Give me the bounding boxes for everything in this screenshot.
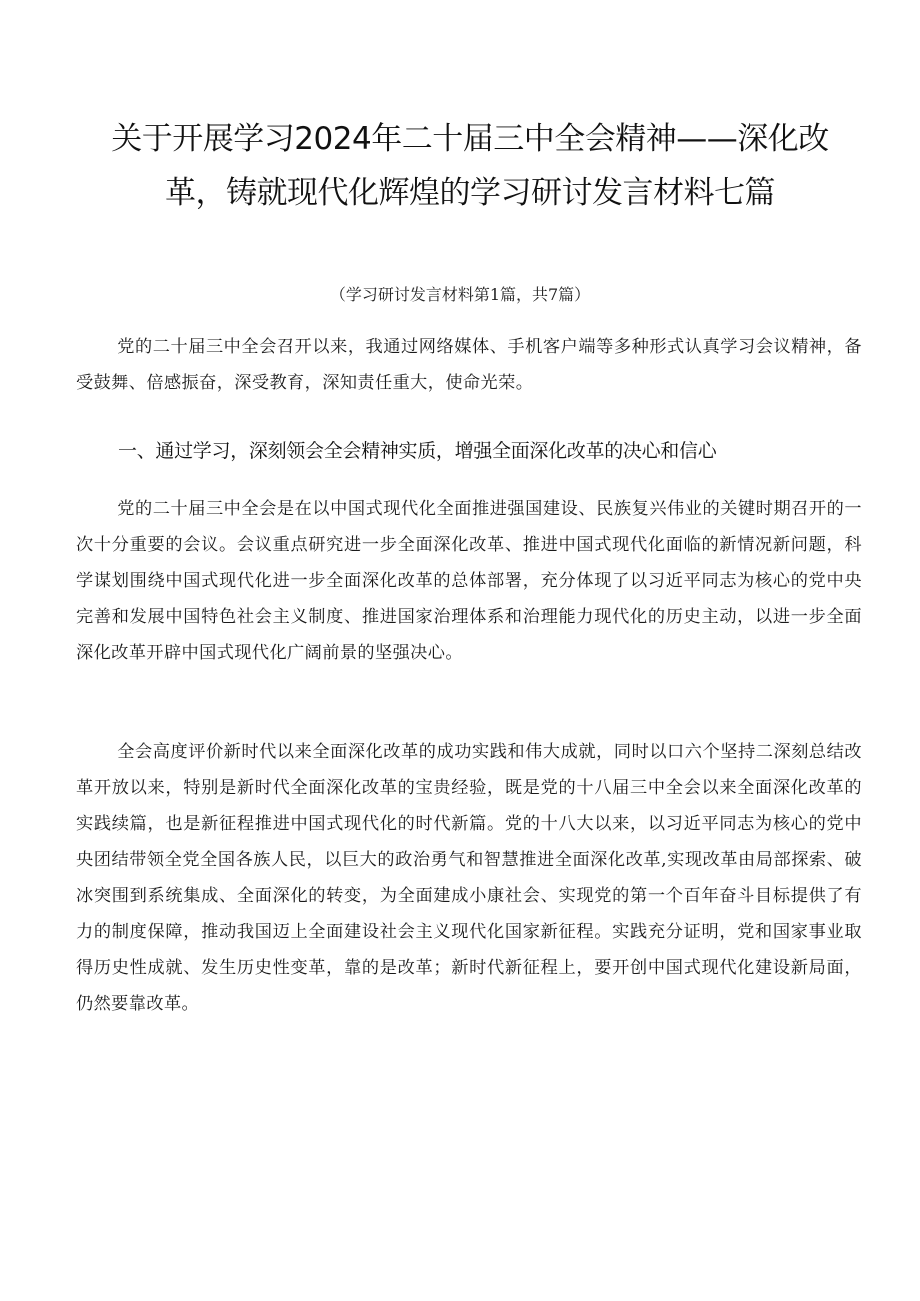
body-paragraph: 党的二十届三中全会是在以中国式现代化全面推进强国建设、民族复兴伟业的关键时期召开的一次十分重要的会议。会议重点研究进一步全面深化改革、推进中国式现代化面临的新情况新问题，科学谋划围绕中国式现代化进一步全面深化改革的总体部署，充分体现了以习近平同志为核心的党中央完善和发展中国特色社会主义制度、推进国家治理体系和治理能力现代化的历史主动，以进一步全面深化改革开辟中国式现代化广阔前景的坚强决心。 bbox=[76, 499, 862, 663]
section-heading: 一、通过学习，深刻领会全会精神实质，增强全面深化改革的决心和信心 bbox=[118, 440, 717, 462]
body-paragraph: 全会高度评价新时代以来全面深化改革的成功实践和伟大成就，同时以口六个坚持二深刻总结改革开放以来，特别是新时代全面深化改革的宝贵经验，既是党的十八届三中全会以来全面深化改革的实践续篇，也是新征程推进中国式现代化的时代新篇。党的十八大以来，以习近平同志为核心的党中央团结带领全党全国各族人民，以巨大的政治勇气和智慧推进全面深化改革,实现改革由局部探索、破冰突围到系统集成、全面深化的转变，为全面建成小康社会、实现党的第一个百年奋斗目标提供了有力的制度保障，推动我国迈上全面建设社会主义现代化国家新征程。实践充分证明，党和国家事业取得历史性成就、发生历史性变革，靠的是改革；新时代新征程上，要开创中国式现代化建设新局面，仍然要靠改革。 bbox=[76, 742, 862, 1014]
intro-paragraph: 党的二十届三中全会召开以来，我通过网络媒体、手机客户端等多种形式认真学习会议精神，备受鼓舞、倍感振奋，深受教育，深知责任重大，使命光荣。 bbox=[76, 337, 862, 393]
document-subtitle: （学习研讨发言材料第1篇，共7篇） bbox=[329, 285, 591, 304]
document-title: 关于开展学习2024年二十届三中全会精神——深化改革，铸就现代化辉煌的学习研讨发言材料七篇 bbox=[111, 121, 829, 211]
